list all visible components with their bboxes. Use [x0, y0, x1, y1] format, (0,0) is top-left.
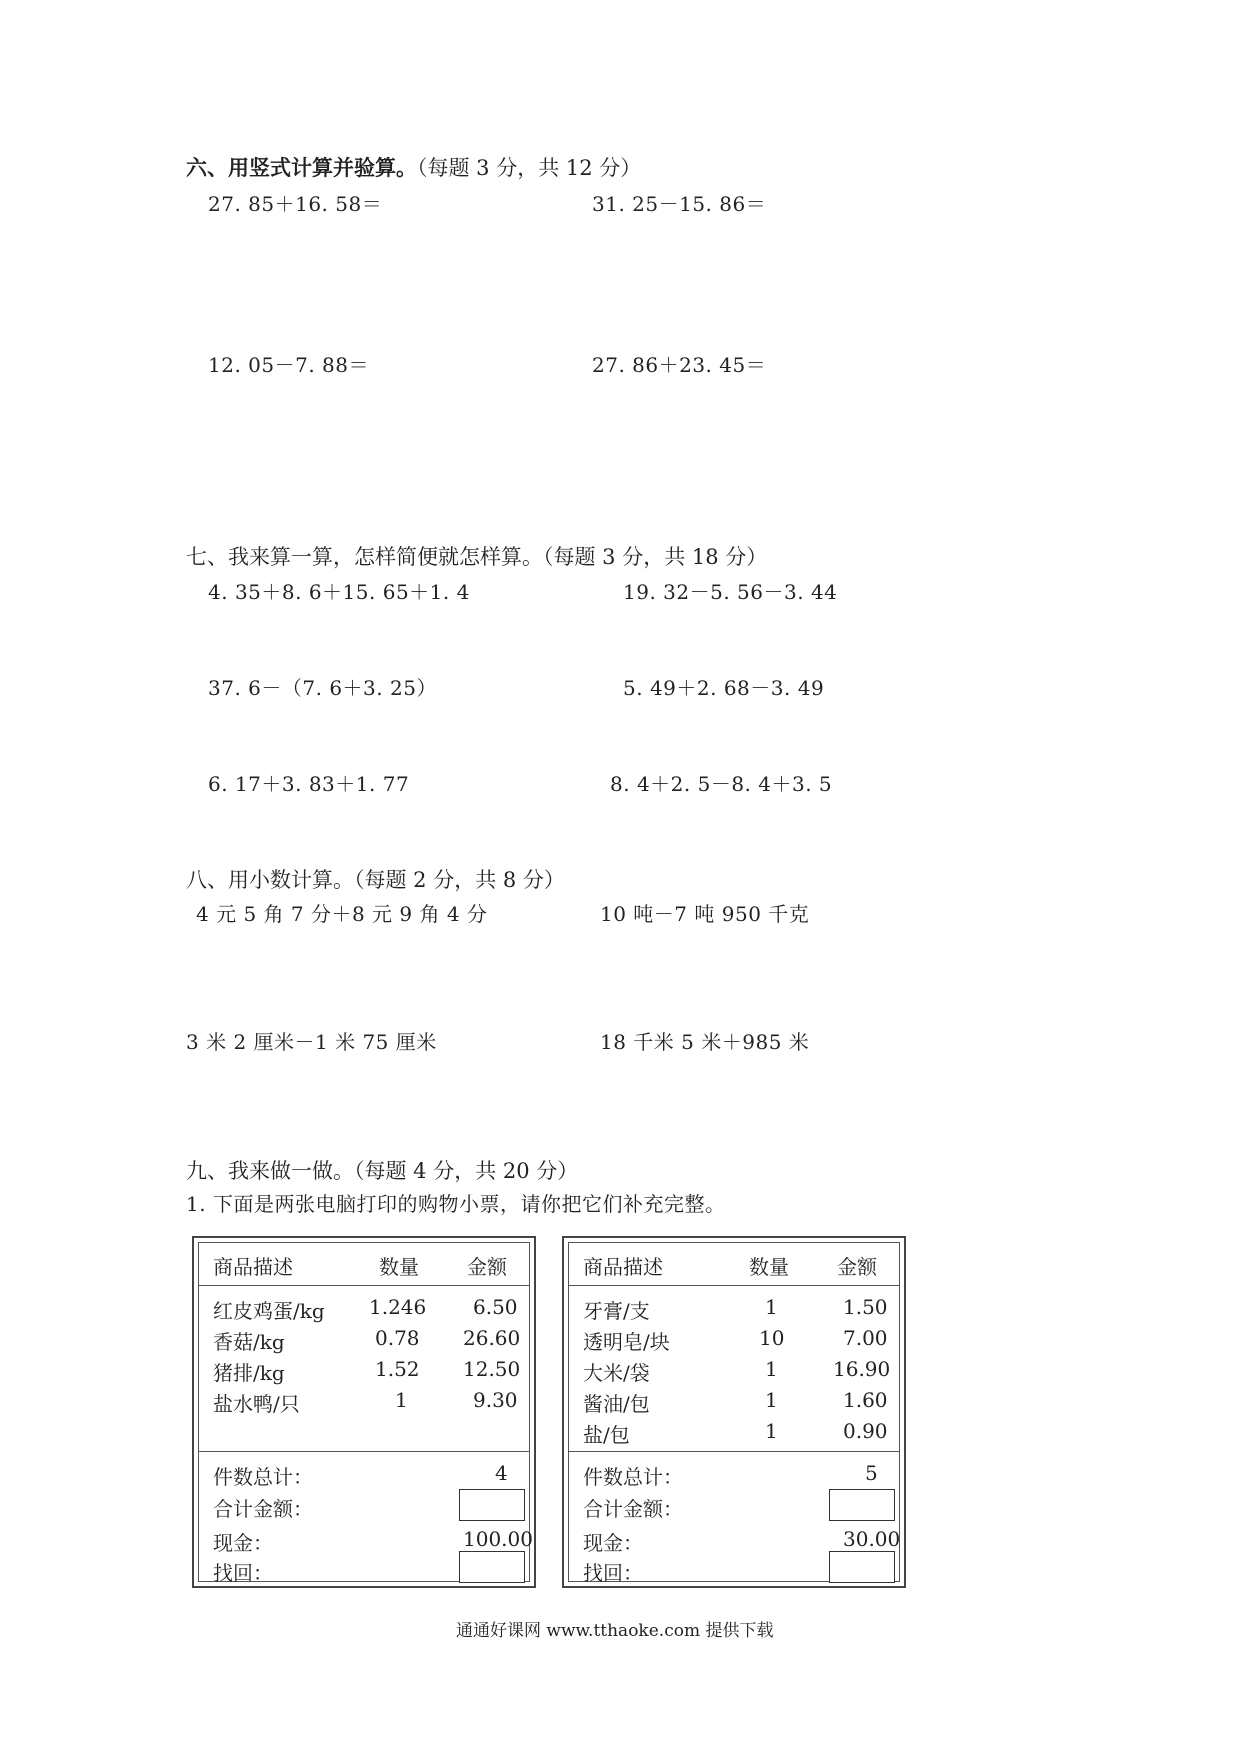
item-amount: 1.50	[843, 1295, 888, 1319]
item-name: 牙膏/支	[583, 1299, 650, 1323]
item-amount: 12.50	[463, 1357, 521, 1381]
cash-value: 30.00	[843, 1527, 901, 1551]
item-amount: 9.30	[473, 1388, 518, 1412]
item-qty: 1.246	[369, 1295, 427, 1319]
item-qty: 10	[759, 1326, 785, 1350]
problem-8-2: 10 吨－7 吨 950 千克	[600, 902, 810, 926]
change-label: 找回：	[213, 1561, 273, 1585]
problem-6-2: 31. 25－15. 86＝	[592, 192, 767, 216]
problem-7-1: 4. 35＋8. 6＋15. 65＋1. 4	[208, 580, 470, 604]
section-9-title: 九、我来做一做。（每题 4 分，共 20 分）	[186, 1159, 579, 1183]
item-amount: 1.60	[843, 1388, 888, 1412]
problem-6-1: 27. 85＋16. 58＝	[208, 192, 383, 216]
header-quantity: 数量	[749, 1255, 789, 1279]
section-6-title-bold: 六、用竖式计算并验算。	[186, 155, 417, 180]
total-amount-label: 合计金额：	[583, 1497, 683, 1521]
item-amount: 0.90	[843, 1419, 888, 1443]
item-amount: 16.90	[833, 1357, 891, 1381]
cash-label: 现金：	[583, 1531, 643, 1555]
receipt-left	[192, 1236, 536, 1588]
total-count-label: 件数总计：	[213, 1465, 313, 1489]
item-amount: 26.60	[463, 1326, 521, 1350]
item-qty: 1	[765, 1419, 778, 1443]
section-6-title-note: （每题 3 分，共 12 分）	[417, 156, 642, 180]
receipt-right	[562, 1236, 906, 1588]
item-qty: 1.52	[375, 1357, 420, 1381]
section-8-title: 八、用小数计算。（每题 2 分，共 8 分）	[186, 868, 565, 892]
change-blank[interactable]	[829, 1551, 895, 1583]
problem-6-4: 27. 86＋23. 45＝	[592, 353, 767, 377]
header-divider	[199, 1285, 529, 1286]
item-qty: 1	[765, 1388, 778, 1412]
item-amount: 6.50	[473, 1295, 518, 1319]
cash-label: 现金：	[213, 1531, 273, 1555]
problem-8-4: 18 千米 5 米＋985 米	[600, 1030, 810, 1054]
header-amount: 金额	[837, 1255, 877, 1279]
change-label: 找回：	[583, 1561, 643, 1585]
total-amount-blank[interactable]	[829, 1489, 895, 1521]
item-qty: 1	[765, 1295, 778, 1319]
total-count-label: 件数总计：	[583, 1465, 683, 1489]
page-footer: 通通好课网 www.tthaoke.com 提供下载	[456, 1621, 774, 1641]
receipt-left-frame	[198, 1242, 533, 1585]
header-quantity: 数量	[379, 1255, 419, 1279]
question-9-1: 1. 下面是两张电脑打印的购物小票，请你把它们补充完整。	[186, 1192, 726, 1216]
header-amount: 金额	[467, 1255, 507, 1279]
item-name: 猪排/kg	[213, 1361, 285, 1385]
problem-7-5: 6. 17＋3. 83＋1. 77	[208, 772, 410, 796]
problem-8-1: 4 元 5 角 7 分＋8 元 9 角 4 分	[196, 902, 488, 926]
item-name: 盐/包	[583, 1423, 630, 1447]
problem-8-3: 3 米 2 厘米－1 米 75 厘米	[186, 1030, 437, 1054]
header-description: 商品描述	[583, 1255, 663, 1279]
item-name: 大米/袋	[583, 1361, 650, 1385]
totals-divider	[569, 1451, 899, 1452]
item-name: 红皮鸡蛋/kg	[213, 1299, 325, 1323]
item-qty: 1	[395, 1388, 408, 1412]
item-qty: 1	[765, 1357, 778, 1381]
problem-7-2: 19. 32－5. 56－3. 44	[623, 580, 838, 604]
receipt-right-frame	[568, 1242, 901, 1585]
section-6-title	[186, 152, 641, 182]
total-amount-blank[interactable]	[459, 1489, 525, 1521]
totals-divider	[199, 1451, 529, 1452]
item-name: 香菇/kg	[213, 1330, 285, 1354]
total-count-value: 4	[495, 1461, 508, 1485]
item-name: 透明皂/块	[583, 1330, 670, 1354]
total-count-value: 5	[865, 1461, 878, 1485]
cash-value: 100.00	[463, 1527, 533, 1551]
header-description: 商品描述	[213, 1255, 293, 1279]
problem-7-3: 37. 6－（7. 6＋3. 25）	[208, 676, 437, 700]
section-7-title: 七、我来算一算，怎样简便就怎样算。（每题 3 分，共 18 分）	[186, 545, 768, 569]
change-blank[interactable]	[459, 1551, 525, 1583]
header-divider	[569, 1285, 899, 1286]
problem-7-4: 5. 49＋2. 68－3. 49	[623, 676, 825, 700]
problem-7-6: 8. 4＋2. 5－8. 4＋3. 5	[610, 772, 833, 796]
problem-6-3: 12. 05－7. 88＝	[208, 353, 370, 377]
item-name: 盐水鸭/只	[213, 1392, 300, 1416]
total-amount-label: 合计金额：	[213, 1497, 313, 1521]
item-qty: 0.78	[375, 1326, 420, 1350]
item-amount: 7.00	[843, 1326, 888, 1350]
item-name: 酱油/包	[583, 1392, 650, 1416]
